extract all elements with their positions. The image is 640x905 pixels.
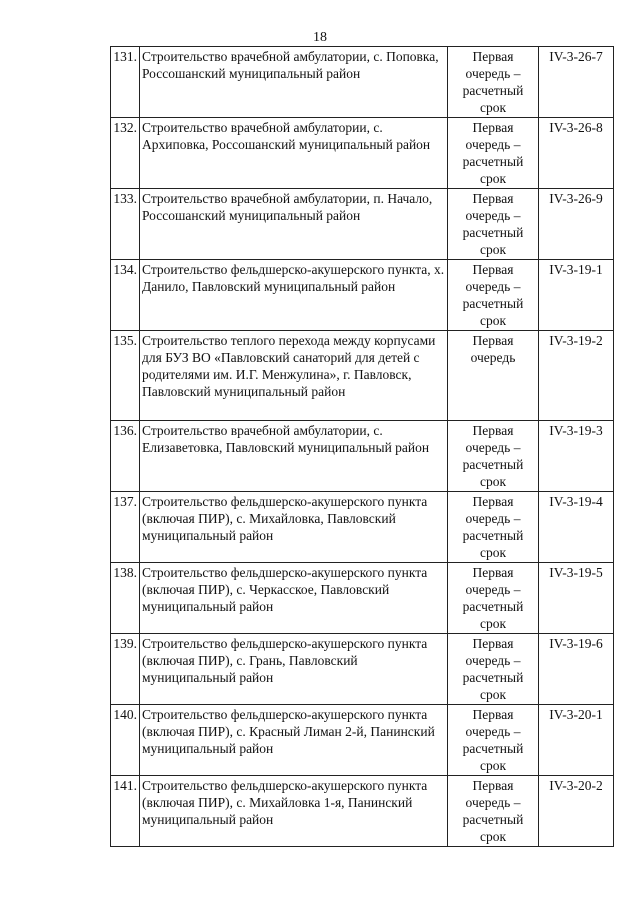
table-row: [111, 421, 614, 492]
object-name: Строительство фельдшерско-акушерского пункта (включая ПИР), с. Грань, Павловский муниципальный район: [140, 634, 448, 705]
row-number: 138.: [111, 563, 140, 634]
row-number: 132.: [111, 118, 140, 189]
row-number: 131.: [111, 47, 140, 118]
table-row: [111, 563, 614, 634]
implementation-stage: Первая очередь – расчетный срок: [448, 118, 539, 189]
implementation-stage: Первая очередь – расчетный срок: [448, 421, 539, 492]
table-row: [111, 492, 614, 563]
implementation-stage: Первая очередь – расчетный срок: [448, 492, 539, 563]
object-name: Строительство теплого перехода между корпусами для БУЗ ВО «Павловский санаторий для детей с родителями им. И.Г. Менжулина», г. Павловск, Павловский муниципальный район: [140, 331, 448, 421]
object-name: Строительство врачебной амбулатории, с. Елизаветовка, Павловский муниципальный район: [140, 421, 448, 492]
object-code: IV-3-26-7: [539, 47, 614, 118]
row-number: 136.: [111, 421, 140, 492]
implementation-stage: Первая очередь – расчетный срок: [448, 260, 539, 331]
row-number: 139.: [111, 634, 140, 705]
implementation-stage: Первая очередь: [448, 331, 539, 421]
object-name: Строительство фельдшерско-акушерского пункта, х. Данило, Павловский муниципальный район: [140, 260, 448, 331]
table-row: [111, 47, 614, 118]
object-code: IV-3-19-6: [539, 634, 614, 705]
implementation-stage: Первая очередь – расчетный срок: [448, 47, 539, 118]
table-row: [111, 705, 614, 776]
object-code: IV-3-20-1: [539, 705, 614, 776]
implementation-stage: Первая очередь – расчетный срок: [448, 563, 539, 634]
implementation-stage: Первая очередь – расчетный срок: [448, 705, 539, 776]
object-code: IV-3-26-9: [539, 189, 614, 260]
object-code: IV-3-19-4: [539, 492, 614, 563]
table-row: [111, 260, 614, 331]
object-code: IV-3-26-8: [539, 118, 614, 189]
object-name: Строительство врачебной амбулатории, с. Поповка, Россошанский муниципальный район: [140, 47, 448, 118]
row-number: 135.: [111, 331, 140, 421]
object-code: IV-3-19-3: [539, 421, 614, 492]
implementation-stage: Первая очередь – расчетный срок: [448, 189, 539, 260]
row-number: 137.: [111, 492, 140, 563]
object-name: Строительство фельдшерско-акушерского пункта (включая ПИР), с. Михайловка, Павловский муниципальный район: [140, 492, 448, 563]
object-code: IV-3-20-2: [539, 776, 614, 847]
object-name: Строительство фельдшерско-акушерского пункта (включая ПИР), с. Красный Лиман 2-й, Панинский муниципальный район: [140, 705, 448, 776]
table-row: [111, 776, 614, 847]
object-name: Строительство фельдшерско-акушерского пункта (включая ПИР), с. Черкасское, Павловский муниципальный район: [140, 563, 448, 634]
row-number: 140.: [111, 705, 140, 776]
object-code: IV-3-19-1: [539, 260, 614, 331]
row-number: 141.: [111, 776, 140, 847]
object-code: IV-3-19-5: [539, 563, 614, 634]
table-row: [111, 634, 614, 705]
table-row: [111, 118, 614, 189]
page-number: 18: [313, 30, 327, 45]
implementation-stage: Первая очередь – расчетный срок: [448, 634, 539, 705]
object-code: IV-3-19-2: [539, 331, 614, 421]
table-row: [111, 189, 614, 260]
implementation-stage: Первая очередь – расчетный срок: [448, 776, 539, 847]
row-number: 134.: [111, 260, 140, 331]
object-name: Строительство врачебной амбулатории, п. Начало, Россошанский муниципальный район: [140, 189, 448, 260]
object-name: Строительство врачебной амбулатории, с. Архиповка, Россошанский муниципальный район: [140, 118, 448, 189]
object-name: Строительство фельдшерско-акушерского пункта (включая ПИР), с. Михайловка 1-я, Панинский муниципальный район: [140, 776, 448, 847]
table-row: [111, 331, 614, 421]
row-number: 133.: [111, 189, 140, 260]
construction-table: [110, 46, 614, 847]
